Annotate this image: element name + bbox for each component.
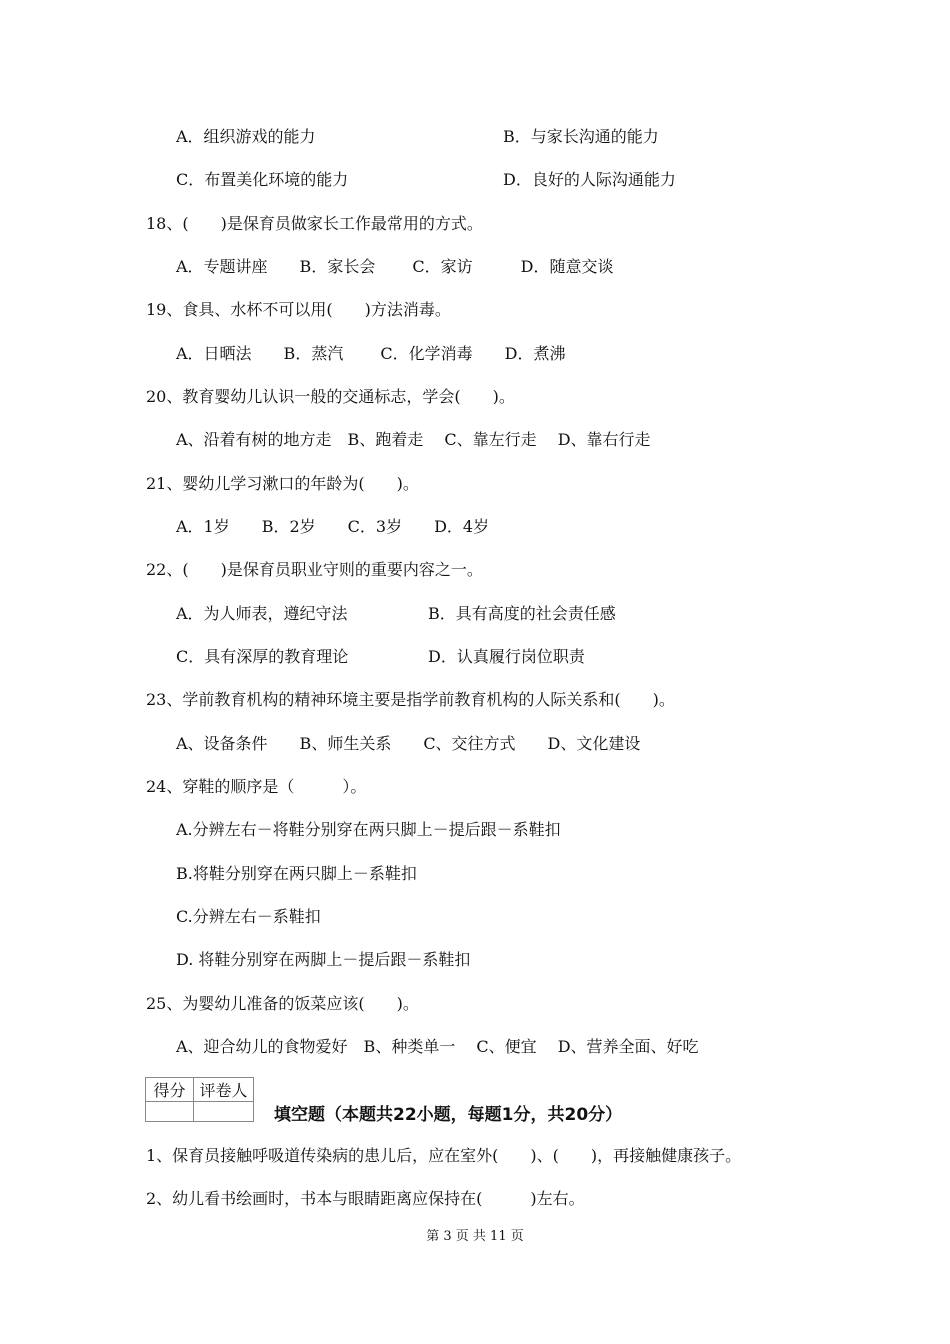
q22-stem: 22、( )是保育员职业守则的重要内容之一。 — [146, 560, 483, 579]
q18-options: A．专题讲座 B．家长会 C．家访 D．随意交谈 — [176, 257, 614, 276]
q17-option-d: D．良好的人际沟通能力 — [503, 170, 676, 189]
q19-stem: 19、食具、水杯不可以用( )方法消毒。 — [146, 300, 451, 319]
fill-question-1: 1、保育员接触呼吸道传染病的患儿后，应在室外( )、( )，再接触健康孩子。 — [146, 1146, 742, 1165]
q24-option-a: A.分辨左右－将鞋分别穿在两只脚上－提后跟－系鞋扣 — [176, 820, 561, 839]
page-number: 第 3 页 共 11 页 — [426, 1229, 524, 1244]
score-box — [145, 1077, 254, 1122]
section-title: 填空题（本题共22小题，每题1分，共20分） — [274, 1105, 623, 1125]
q22-option-c: C．具有深厚的教育理论 — [176, 647, 349, 666]
q24-stem: 24、穿鞋的顺序是（ ）。 — [146, 777, 367, 796]
q17-option-b: B．与家长沟通的能力 — [503, 127, 659, 146]
q17-option-a: A．组织游戏的能力 — [176, 127, 316, 146]
q25-stem: 25、为婴幼儿准备的饭菜应该( )。 — [146, 994, 419, 1013]
q22-option-d: D．认真履行岗位职责 — [428, 647, 585, 666]
q25-options: A、迎合幼儿的食物爱好 B、种类单一 C、便宜 D、营养全面、好吃 — [176, 1037, 699, 1056]
q18-stem: 18、( )是保育员做家长工作最常用的方式。 — [146, 214, 483, 233]
q20-options: A、沿着有树的地方走 B、跑着走 C、靠左行走 D、靠右行走 — [176, 430, 651, 449]
q19-options: A．日晒法 B．蒸汽 C．化学消毒 D．煮沸 — [176, 344, 566, 363]
q20-stem: 20、教育婴幼儿认识一般的交通标志，学会( )。 — [146, 387, 515, 406]
score-label: 得分 — [146, 1078, 194, 1102]
grader-label: 评卷人 — [194, 1078, 254, 1102]
q22-option-b: B．具有高度的社会责任感 — [428, 604, 616, 623]
grader-cell — [194, 1102, 254, 1122]
score-cell — [146, 1102, 194, 1122]
q24-option-c: C.分辨左右－系鞋扣 — [176, 907, 321, 926]
q21-options: A．1岁 B．2岁 C．3岁 D．4岁 — [176, 517, 490, 536]
q23-options: A、设备条件 B、师生关系 C、交往方式 D、文化建设 — [176, 734, 641, 753]
q22-option-a: A．为人师表，遵纪守法 — [176, 604, 348, 623]
q17-option-c: C．布置美化环境的能力 — [176, 170, 349, 189]
q23-stem: 23、学前教育机构的精神环境主要是指学前教育机构的人际关系和( )。 — [146, 690, 675, 709]
q24-option-b: B.将鞋分别穿在两只脚上－系鞋扣 — [176, 864, 417, 883]
q21-stem: 21、婴幼儿学习漱口的年龄为( )。 — [146, 474, 419, 493]
fill-question-2: 2、幼儿看书绘画时，书本与眼睛距离应保持在( )左右。 — [146, 1189, 585, 1208]
q24-option-d: D. 将鞋分别穿在两脚上－提后跟－系鞋扣 — [176, 950, 471, 969]
